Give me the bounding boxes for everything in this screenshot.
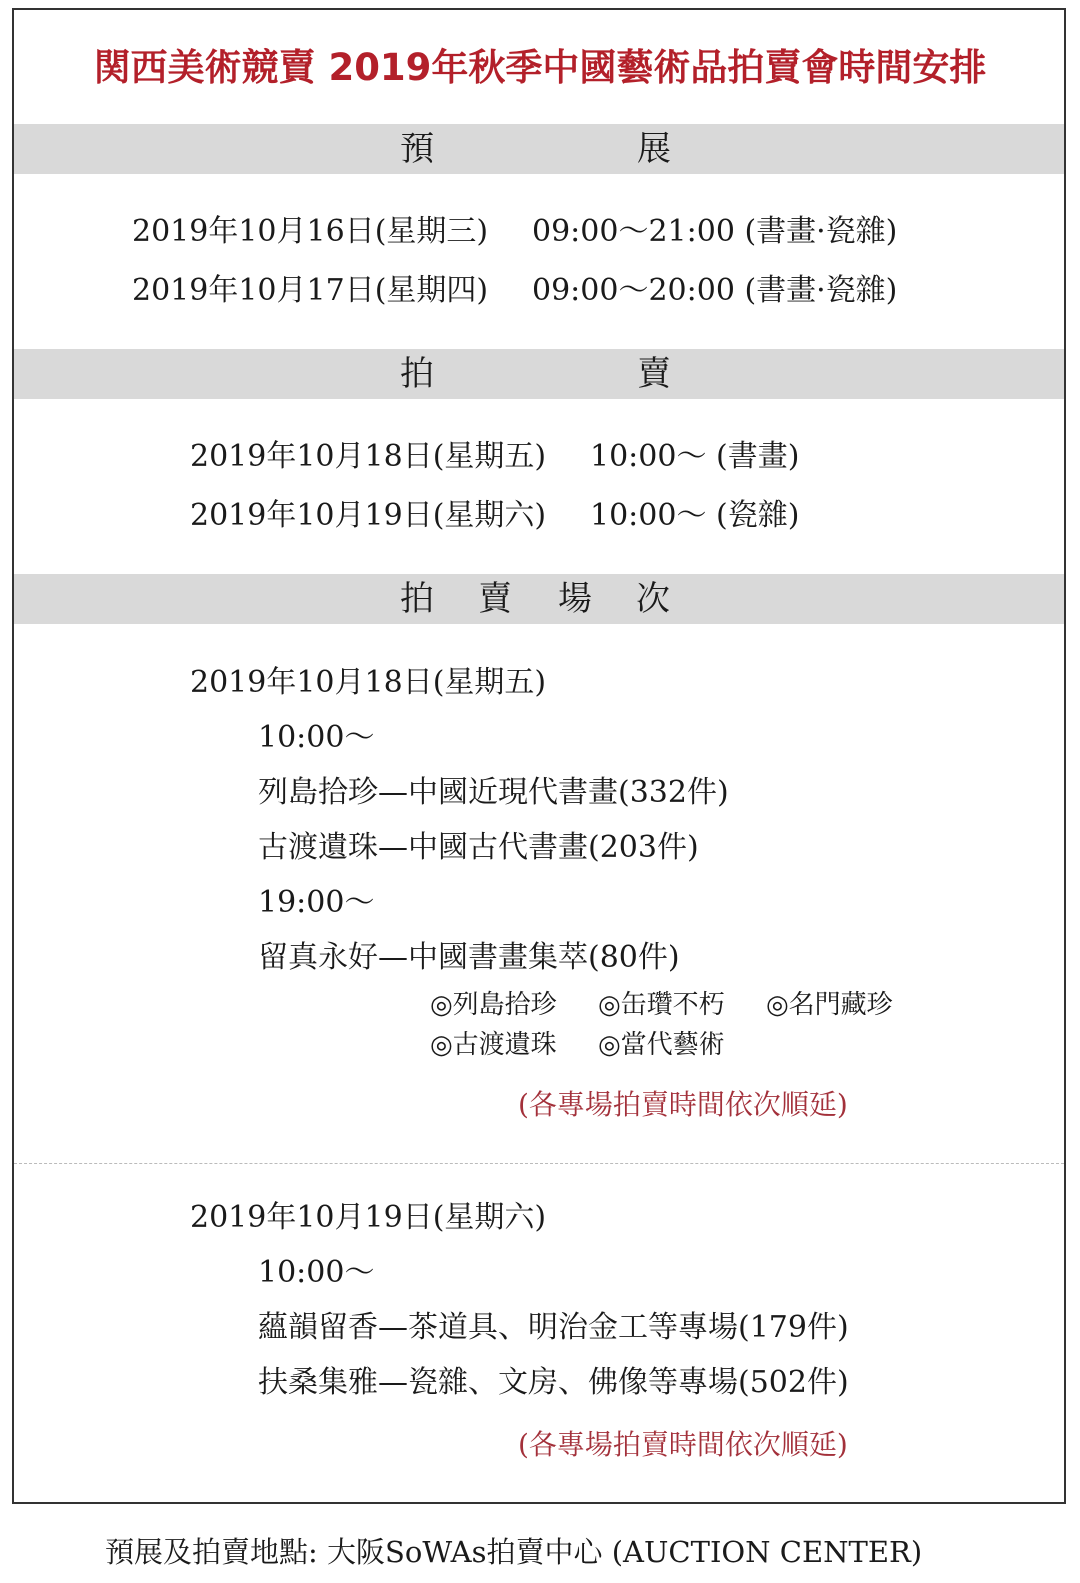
session-item: 扶桑集雅—瓷雜、文房、佛像等專場(502件): [258, 1365, 849, 1400]
header-char: 賣: [637, 354, 671, 394]
preview-time: 09:00～20:00 (書畫·瓷雜): [532, 273, 898, 308]
session-time: 19:00～: [258, 885, 375, 920]
sub-session: ◎缶瓚不朽: [598, 990, 725, 1020]
sub-session: ◎當代藝術: [598, 1030, 725, 1060]
auction-time: 10:00～ (書畫): [590, 439, 800, 474]
session-item: 留真永好—中國書畫集萃(80件): [258, 940, 680, 975]
section-header-sessions: [14, 574, 1064, 624]
header-char: 場: [558, 579, 592, 619]
session-note: (各專場拍賣時間依次順延): [518, 1428, 848, 1461]
session-item: 蘊韻留香—茶道具、明治金工等專場(179件): [258, 1310, 849, 1345]
session-date: 2019年10月18日(星期五): [190, 665, 547, 700]
sub-session: ◎名門藏珍: [766, 990, 893, 1020]
auction-date: 2019年10月19日(星期六): [190, 498, 547, 533]
sub-session: ◎古渡遺珠: [430, 1030, 557, 1060]
divider: [14, 1163, 1064, 1164]
section-header-auction: [14, 349, 1064, 399]
header-char: 拍: [400, 579, 434, 619]
preview-time: 09:00～21:00 (書畫·瓷雜): [532, 214, 898, 249]
session-item: 列島拾珍—中國近現代書畫(332件): [258, 775, 729, 810]
preview-date: 2019年10月16日(星期三): [132, 214, 489, 249]
venue-footer: 預展及拍賣地點: 大阪SoWAs拍賣中心 (AUCTION CENTER): [105, 1535, 923, 1569]
sub-session: ◎列島拾珍: [430, 990, 557, 1020]
session-note: (各專場拍賣時間依次順延): [518, 1088, 848, 1121]
auction-time: 10:00～ (瓷雜): [590, 498, 800, 533]
auction-date: 2019年10月18日(星期五): [190, 439, 547, 474]
section-header-preview: [14, 124, 1064, 174]
header-char: 預: [400, 129, 434, 169]
header-char: 拍: [400, 354, 434, 394]
page-title: 関西美術競賣 2019年秋季中國藝術品拍賣會時間安排: [93, 46, 987, 89]
preview-date: 2019年10月17日(星期四): [132, 273, 489, 308]
session-time: 10:00～: [258, 720, 375, 755]
header-char: 賣: [478, 579, 512, 619]
session-item: 古渡遺珠—中國古代書畫(203件): [258, 830, 699, 865]
header-char: 次: [636, 579, 670, 619]
header-char: 展: [637, 129, 671, 169]
session-time: 10:00～: [258, 1255, 375, 1290]
session-date: 2019年10月19日(星期六): [190, 1200, 547, 1235]
